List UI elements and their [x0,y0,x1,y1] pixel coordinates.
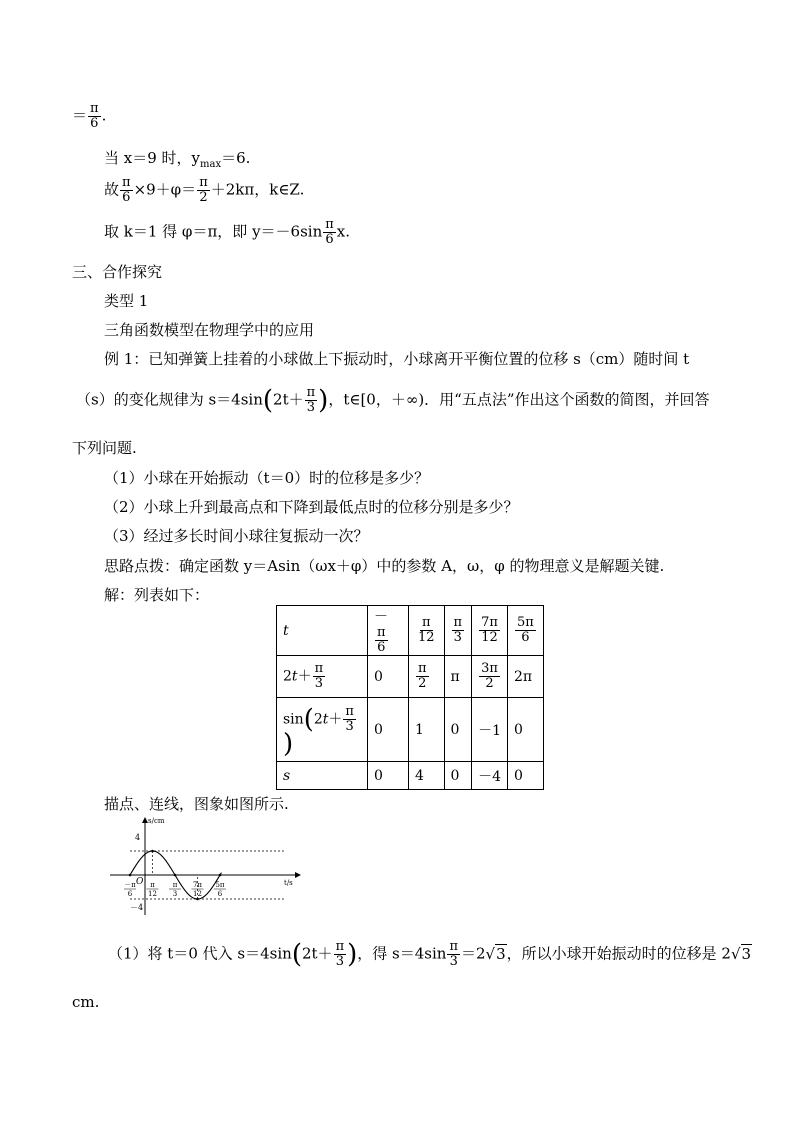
data-point [129,874,132,877]
line-result-phi [72,102,106,131]
data-point [151,850,154,853]
fraction-pi-over-2: $\frac{\pi}{2}$ [199,175,208,205]
text-equals-2: ＝2 [460,944,486,963]
left-paren: ( [291,939,302,970]
period: . [101,106,107,125]
table-cell: 0 [368,698,409,762]
value-table [276,605,544,790]
fraction-pi-over-3: $\frac{\pi}{3}$ [335,939,345,969]
text-2t: 2t＋ [273,390,304,409]
text-substitute: （1）将 t＝0 代入 s＝4sin [108,944,292,963]
table-cell: 1 [409,698,445,762]
x-tick-denominator: 6 [127,890,133,898]
line-x9 [104,148,250,175]
right-paren: ) [347,939,358,970]
x-tick-label: 7π [192,881,203,889]
type-title: 三角函数模型在物理学中的应用 [104,321,315,339]
subscript-max: max [200,159,222,170]
x-axis-label: t/s [284,879,293,887]
table-cell: $\frac{\pi}{3}$ [444,606,472,656]
type-label: 类型 1 [104,292,149,310]
line-take-k1 [104,218,350,247]
data-point [196,898,199,901]
table-row [277,606,544,656]
text-2kpi: ＋2kπ，k∈Z. [210,180,305,199]
row-label-s: s [277,762,368,790]
text-ymax-6: ＝6. [221,149,251,167]
fraction-pi-over-6: $\frac{\pi}{6}$ [325,217,334,247]
y-tick-minus-4: －4 [130,903,144,912]
x-tick-label: －π [124,881,136,889]
table-cell: 0 [508,698,544,762]
answer-1-line-1 [108,940,752,969]
table-cell: 2π [508,656,544,698]
table-cell: $\frac{3\pi}{2}$ [472,656,508,698]
section-heading: 三、合作探究 [72,263,163,281]
row-label-t: t [277,606,368,656]
x-tick-denominator: 6 [217,890,223,898]
left-paren: ( [262,385,274,416]
table-cell: $\frac{\pi}{2}$ [409,656,445,698]
question-2: （2）小球上升到最高点和下降到最低点时的位移分别是多少？ [104,498,519,516]
row-label-2t: 2t＋ $\frac{\pi}{3}$ [277,656,368,698]
table-cell: $\frac{\pi}{12}$ [409,606,445,656]
answer-1-line-2: cm. [72,993,100,1011]
text-so-displacement: ，所以小球开始振动时的位移是 2 [506,944,731,963]
table-cell: $\frac{5\pi}{6}$ [508,606,544,656]
text-times-9: ×9＋φ＝ [133,180,197,199]
table-cell: 0 [444,698,472,762]
sqrt-3: √3 [730,944,752,963]
table-cell: － $\frac{\pi}{6}$ [368,606,409,656]
solution-intro: 解：列表如下： [104,586,210,604]
right-paren: ) [318,385,329,416]
question-1: （1）小球在开始振动（t＝0）时的位移是多少？ [104,469,430,487]
data-point [174,874,177,877]
fraction-pi-over-3: $\frac{\pi}{3}$ [449,939,458,969]
text-x: x. [336,222,351,241]
example-1-line-2 [76,386,710,415]
data-point [219,874,222,877]
line-therefore [104,176,304,205]
x-tick-denominator: 12 [148,890,157,898]
x-axis-arrow [295,872,301,878]
table-cell: 0 [444,762,472,790]
equals-sign: ＝ [72,106,88,125]
table-cell: －1 [472,698,508,762]
sqrt-3: √3 [485,944,506,963]
text-five-point: ，t∈[0，＋∞)．用“五点法”作出这个函数的简图，并回答 [328,390,710,409]
graph-axes [110,817,301,915]
fraction-pi-over-6: $\frac{\pi}{6}$ [122,175,131,205]
y-tick-4: 4 [135,833,141,842]
text-when-x9: 当 x＝9 时，y [104,149,201,167]
table-row [277,656,544,698]
row-label-sin: sin(2t＋ $\frac{\pi}{3}$ ) [277,698,368,762]
x-tick-denominator: 3 [172,890,178,898]
fraction-pi-over-3: $\frac{\pi}{3}$ [306,385,316,415]
text-get-s: ，得 s＝4sin [357,944,447,963]
table-cell: 0 [368,656,409,698]
table-cell: 4 [409,762,445,790]
example-1-line-3: 下列问题. [72,439,137,457]
x-tick-denominator: 12 [193,890,202,898]
fraction-pi-over-6: $\frac{\pi}{6}$ [90,101,99,131]
table-cell: －4 [472,762,508,790]
hint: 思路点拨：确定函数 y＝Asin（ωx＋φ）中的参数 A，ω，φ 的物理意义是解题关键. [104,557,665,575]
x-tick-label: π [150,881,155,889]
x-tick-label: 5π [215,881,225,889]
table-row [277,762,544,790]
sine-graph [100,815,310,920]
table-cell: π [444,656,472,698]
text-2t: 2t＋ [301,944,333,963]
table-row [277,698,544,762]
table-cell: 0 [368,762,409,790]
question-3: （3）经过多长时间小球往复振动一次？ [104,527,369,545]
text-take-k1: 取 k＝1 得 φ＝π，即 y＝－6sin [104,222,323,241]
plot-caption: 描点、连线，图象如图所示. [104,795,289,813]
table-cell: $\frac{7\pi}{12}$ [472,606,508,656]
y-axis-label: s/cm [148,817,165,825]
origin-label: O [136,877,144,887]
text-law: （s）的变化规律为 s＝4sin [76,390,263,409]
x-tick-label: π [172,881,178,889]
text-therefore: 故 [104,180,120,199]
example-1-line-1: 例 1：已知弹簧上挂着的小球做上下振动时，小球离开平衡位置的位移 s（cm）随时间 t [104,350,690,368]
table-cell: 0 [508,762,544,790]
